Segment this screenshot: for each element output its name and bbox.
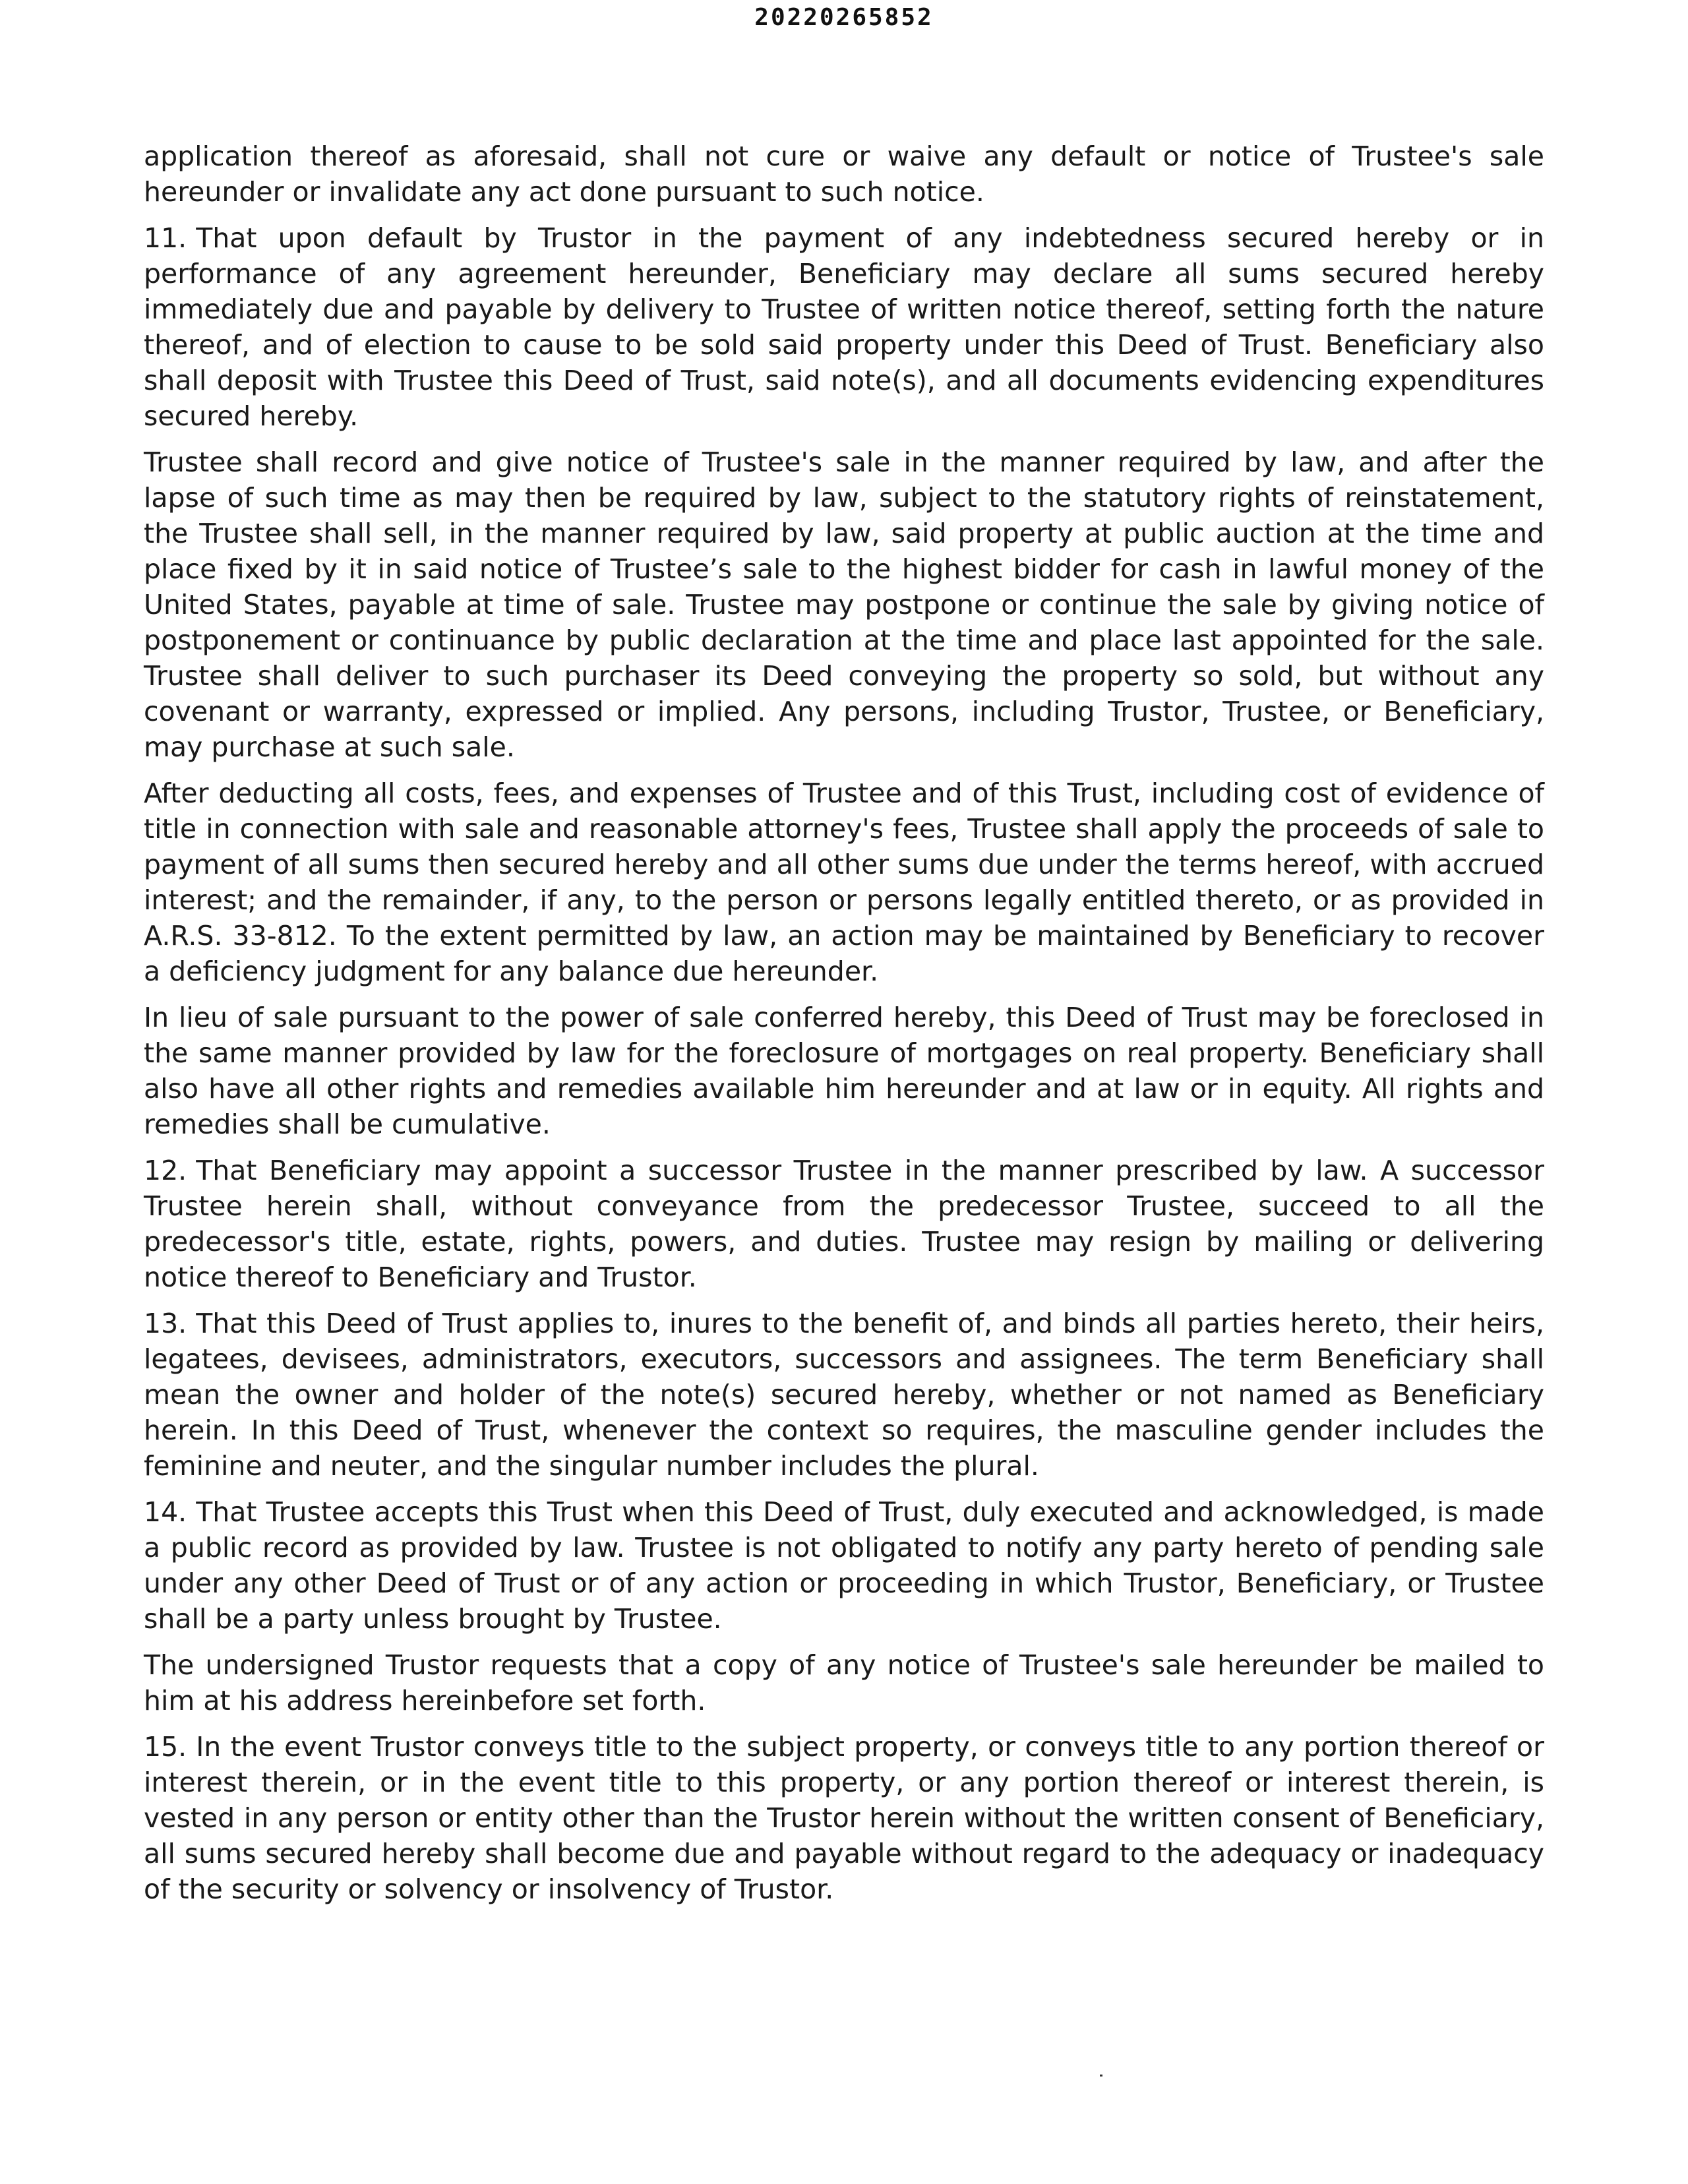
paragraph-text: In lieu of sale pursuant to the power of sale conferred hereby, this Deed of Trust may be foreclosed in the same manner provided by law for the foreclosure of mortgages on real property. Beneficiary shall also have all other rights and remedies available him hereunder and at law or in equity. All rights and remedies shall be cumulative.	[144, 1002, 1544, 1140]
paragraph-text: That this Deed of Trust applies to, inures to the benefit of, and binds all parties hereto, their heirs, legatees, devisees, administrators, executors, successors and assignees. The term Beneficiary shall mean the owner and holder of the note(s) secured hereby, whether or not named as Beneficiary herein. In this Deed of Trust, whenever the context so requires, the masculine gender includes the feminine and neuter, and the singular number includes the plural.	[144, 1308, 1544, 1482]
paragraph-14	[144, 1494, 1544, 1637]
paragraph-text: That Beneficiary may appoint a successor Trustee in the manner prescribed by law. A successor Trustee herein shall, without conveyance from the predecessor Trustee, succeed to all the predecessor's title, estate, rights, powers, and duties. Trustee may resign by mailing or delivering notice thereof to Beneficiary and Trustor.	[144, 1155, 1544, 1293]
paragraph-foreclosure	[144, 1000, 1544, 1142]
paragraph-proceeds	[144, 775, 1544, 989]
paragraph-continuation	[144, 138, 1544, 210]
paragraph-trustee-sale	[144, 444, 1544, 765]
recording-number: 20220265852	[754, 4, 934, 31]
paragraph-15	[144, 1729, 1544, 1907]
paragraph-12	[144, 1153, 1544, 1295]
paragraph-number: 11.	[144, 222, 187, 254]
paragraph-text: After deducting all costs, fees, and expenses of Trustee and of this Trust, including cost of evidence of title in connection with sale and reasonable attorney's fees, Trustee shall apply the proceeds of sale to payment of all sums then secured hereby and all other sums due under the terms hereof, with accrued interest; and the remainder, if any, to the person or persons legally entitled thereto, or as provided in A.R.S. 33-812. To the extent permitted by law, an action may be maintained by Beneficiary to recover a deficiency judgment for any balance due hereunder.	[144, 777, 1544, 987]
paragraph-text: In the event Trustor conveys title to the subject property, or conveys title to any portion thereof or interest therein, or in the event title to this property, or any portion thereof or interest therein, is vested in any person or entity other than the Trustor herein without the written consent of Beneficiary, all sums secured hereby shall become due and payable without regard to the adequacy or inadequacy of the security or solvency or insolvency of Trustor.	[144, 1731, 1544, 1905]
document-body	[144, 138, 1544, 1918]
paragraph-11	[144, 220, 1544, 434]
paragraph-number: 15.	[144, 1731, 187, 1763]
paragraph-text: The undersigned Trustor requests that a copy of any notice of Trustee's sale hereunder be mailed to him at his address hereinbefore set forth.	[144, 1649, 1544, 1716]
paragraph-number: 12.	[144, 1155, 187, 1186]
scan-speck	[1100, 2075, 1102, 2077]
paragraph-13	[144, 1306, 1544, 1484]
paragraph-notice-request	[144, 1647, 1544, 1718]
paragraph-text: That Trustee accepts this Trust when this Deed of Trust, duly executed and acknowledged, is made a public record as provided by law. Trustee is not obligated to notify any party hereto of pending sale under any other Deed of Trust or of any action or proceeding in which Trustor, Beneficiary, or Trustee shall be a party unless brought by Trustee.	[144, 1496, 1544, 1635]
paragraph-text: That upon default by Trustor in the payment of any indebtedness secured hereby or in performance of any agreement hereunder, Beneficiary may declare all sums secured hereby immediately due and payable by delivery to Trustee of written notice thereof, setting forth the nature thereof, and of election to cause to be sold said property under this Deed of Trust. Beneficiary also shall deposit with Trustee this Deed of Trust, said note(s), and all documents evidencing expenditures secured hereby.	[144, 222, 1544, 432]
paragraph-text: Trustee shall record and give notice of Trustee's sale in the manner required by law, and after the lapse of such time as may then be required by law, subject to the statutory rights of reinstatement, the Trustee shall sell, in the manner required by law, said property at public auction at the time and place fixed by it in said notice of Trustee’s sale to the highest bidder for cash in lawful money of the United States, payable at time of sale. Trustee may postpone or continue the sale by giving notice of postponement or continuance by public declaration at the time and place last appointed for the sale. Trustee shall deliver to such purchaser its Deed conveying the property so sold, but without any covenant or warranty, expressed or implied. Any persons, including Trustor, Trustee, or Beneficiary, may purchase at such sale.	[144, 446, 1544, 763]
paragraph-number: 14.	[144, 1496, 187, 1528]
paragraph-number: 13.	[144, 1308, 187, 1339]
paragraph-text: application thereof as aforesaid, shall not cure or waive any default or notice of Trustee's sale hereunder or invalidate any act done pursuant to such notice.	[144, 140, 1544, 208]
